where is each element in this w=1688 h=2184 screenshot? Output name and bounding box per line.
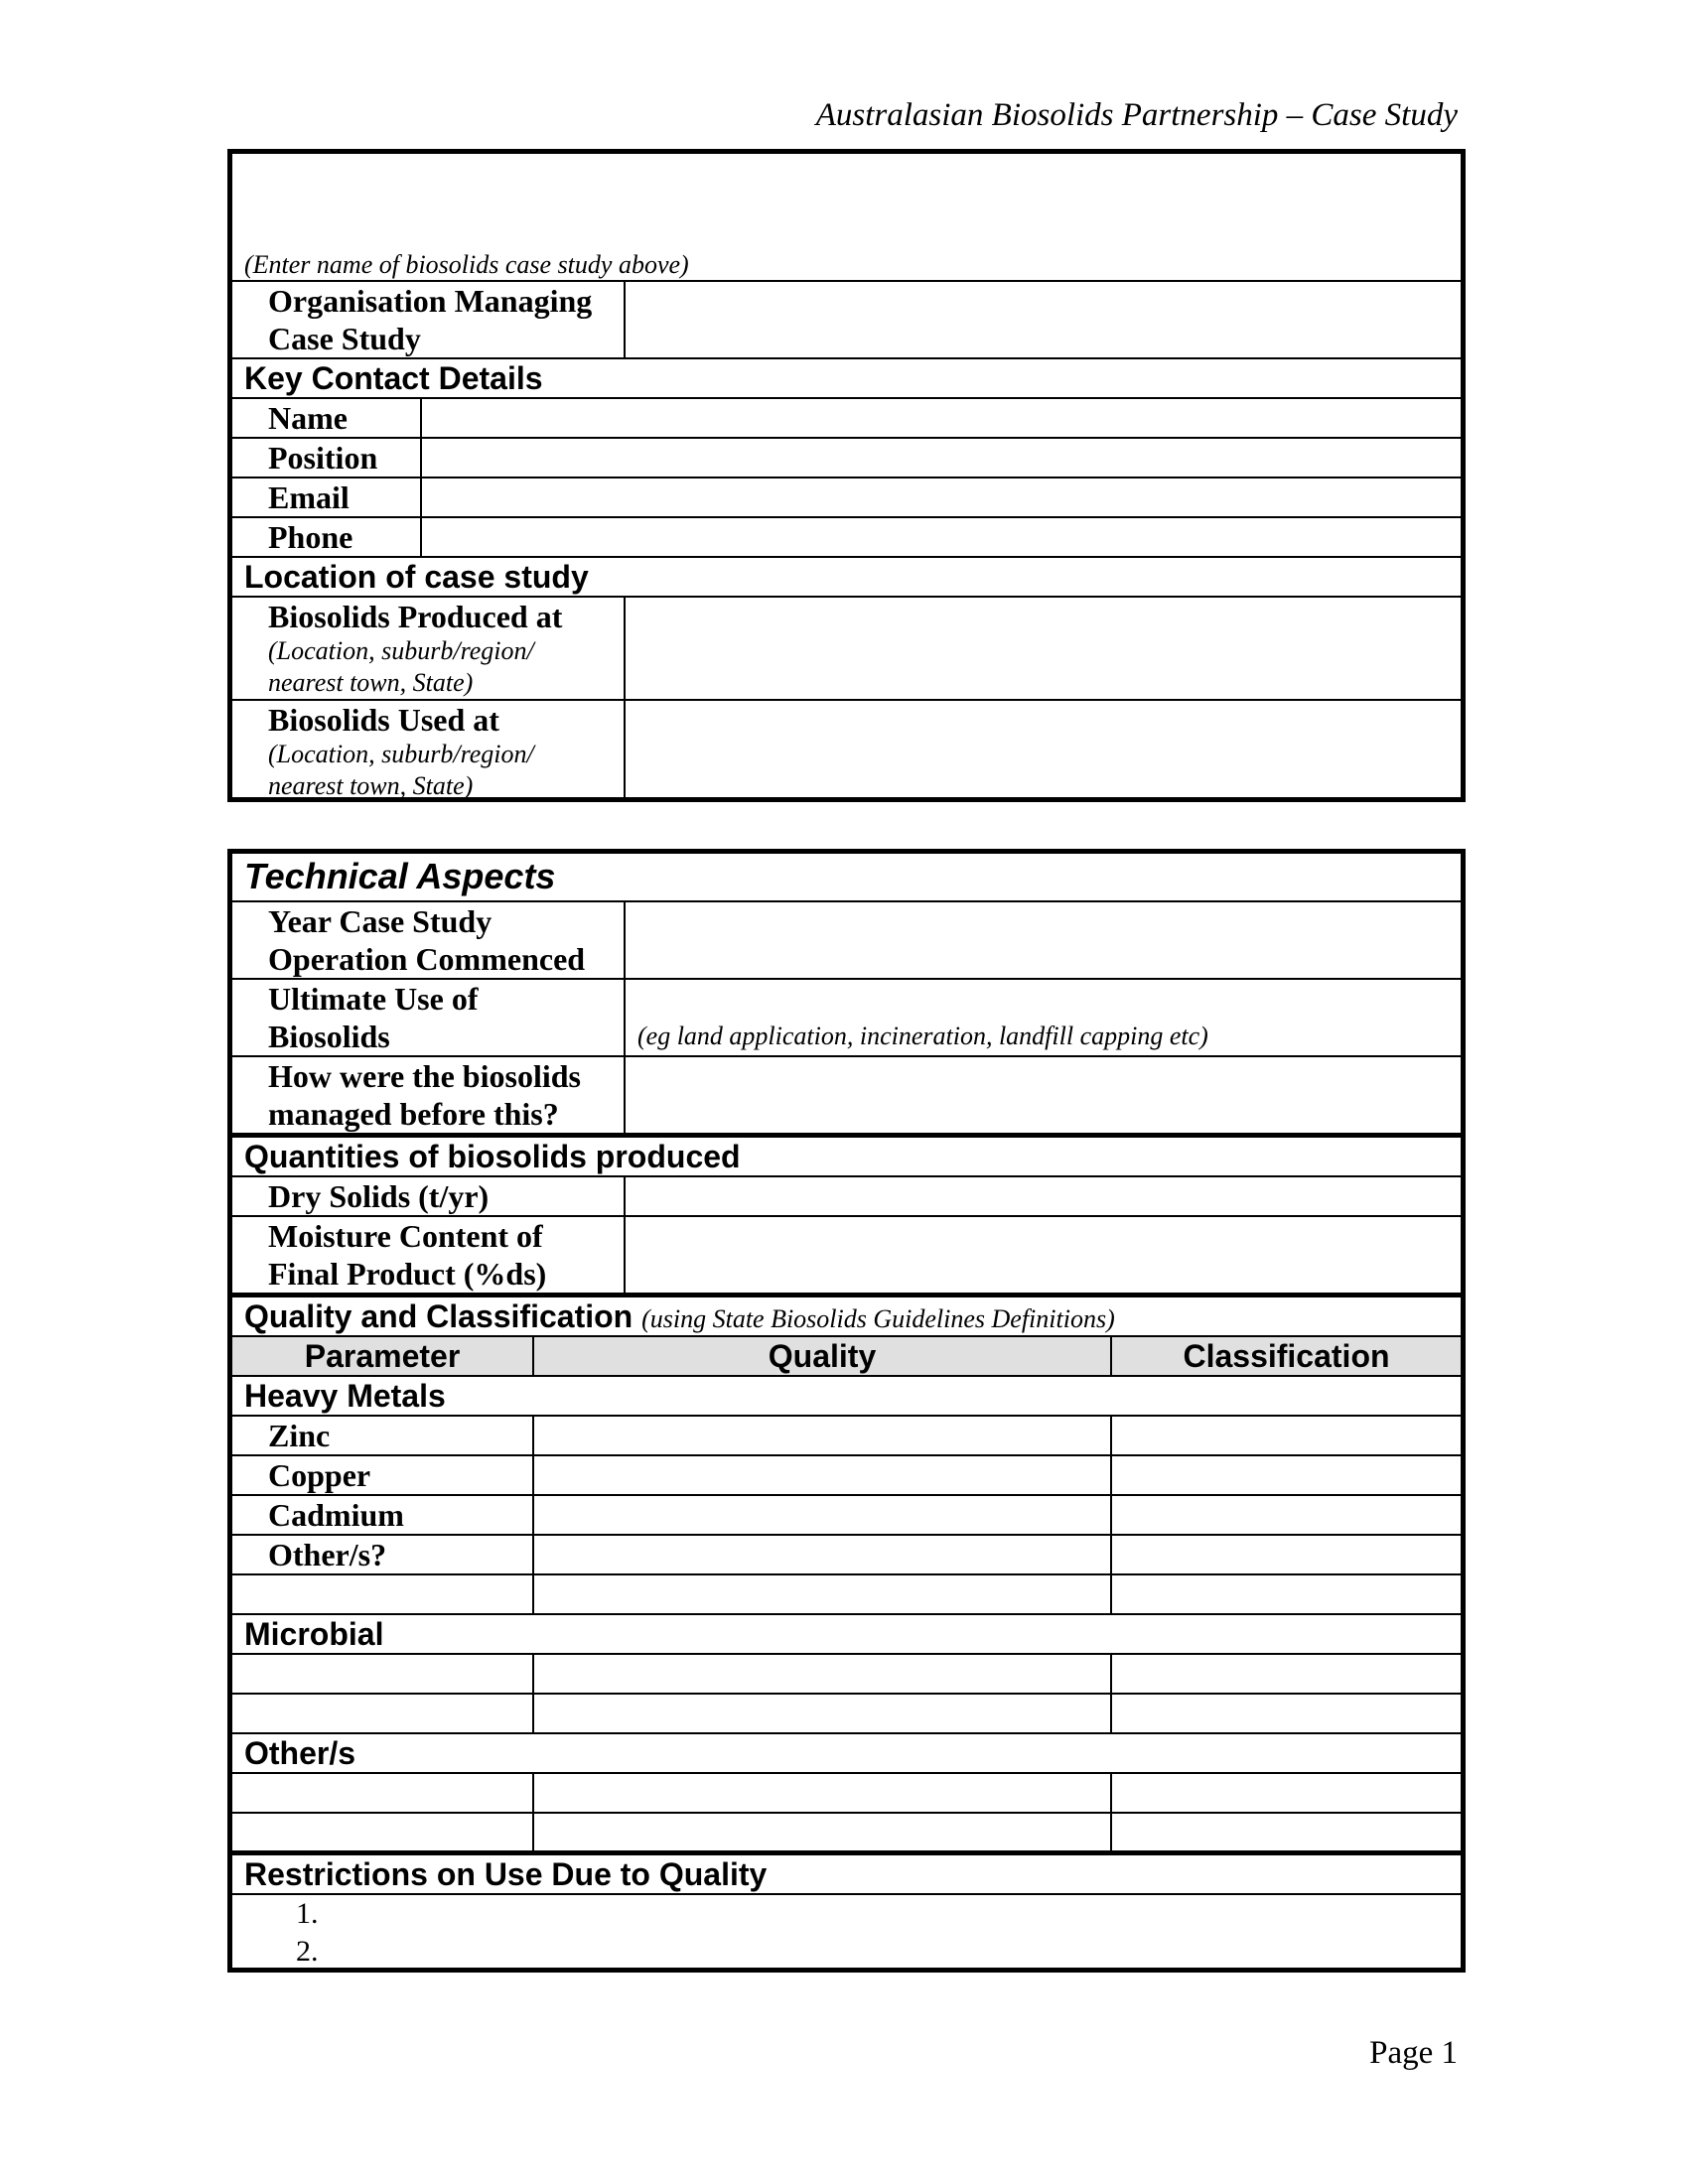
contact-email-field[interactable] [421, 478, 1461, 517]
metal-zinc-label: Zinc [232, 1416, 533, 1455]
contact-name-label: Name [232, 398, 421, 438]
technical-aspects-box [227, 849, 1466, 1973]
other-parameter-field[interactable] [232, 1773, 533, 1813]
managed-before-label: How were the biosolids managed before this? [232, 1056, 625, 1136]
produced-at-label: Biosolids Produced at [268, 599, 563, 634]
other-metal-quality-field[interactable] [533, 1535, 1111, 1574]
used-at-sub: (Location, suburb/region/ nearest town, State) [268, 740, 534, 800]
quality-heading-cell [232, 1296, 1461, 1337]
copper-quality-field[interactable] [533, 1455, 1111, 1495]
copper-classification-field[interactable] [1111, 1455, 1461, 1495]
contact-email-label: Email [232, 478, 421, 517]
restriction-item: 2. [296, 1934, 319, 1968]
technical-aspects-heading: Technical Aspects [232, 854, 1461, 901]
produced-at-label-cell [232, 597, 625, 700]
managed-before-field[interactable] [625, 1056, 1461, 1136]
ultimate-use-label: Ultimate Use of Biosolids [232, 979, 625, 1056]
produced-at-field[interactable] [625, 597, 1461, 700]
col-classification-header: Classification [1111, 1336, 1461, 1376]
zinc-quality-field[interactable] [533, 1416, 1111, 1455]
page-number: Page 1 [1369, 2035, 1458, 2071]
org-label: Organisation Managing Case Study [232, 281, 625, 358]
microbial-quality-field[interactable] [533, 1654, 1111, 1694]
year-field[interactable] [625, 901, 1461, 979]
other-parameter-field[interactable] [232, 1813, 533, 1852]
heavy-metals-heading: Heavy Metals [232, 1376, 1461, 1416]
metal-cadmium-label: Cadmium [232, 1495, 533, 1535]
other-quality-field[interactable] [533, 1773, 1111, 1813]
other-quality-field[interactable] [533, 1813, 1111, 1852]
microbial-classification-field[interactable] [1111, 1654, 1461, 1694]
quality-subheading: (using State Biosolids Guidelines Definitions) [641, 1304, 1115, 1333]
name-hint: (Enter name of biosolids case study above) [244, 250, 689, 279]
col-quality-header: Quality [533, 1336, 1111, 1376]
case-study-name-field[interactable] [232, 154, 1461, 281]
used-at-label: Biosolids Used at [268, 702, 499, 738]
zinc-classification-field[interactable] [1111, 1416, 1461, 1455]
other-metal-classification-field[interactable] [1111, 1535, 1461, 1574]
case-study-details-box [227, 149, 1466, 802]
document-header: Australasian Biosolids Partnership – Case Study [815, 97, 1458, 133]
cadmium-quality-field[interactable] [533, 1495, 1111, 1535]
microbial-heading: Microbial [232, 1614, 1461, 1654]
quantities-heading: Quantities of biosolids produced [232, 1136, 1461, 1177]
other-classification-field[interactable] [1111, 1773, 1461, 1813]
metal-copper-label: Copper [232, 1455, 533, 1495]
ultimate-use-field[interactable] [625, 979, 1461, 1056]
dry-solids-field[interactable] [625, 1176, 1461, 1216]
others-heading: Other/s [232, 1733, 1461, 1773]
produced-at-sub: (Location, suburb/region/ nearest town, State) [268, 636, 534, 697]
org-field[interactable] [625, 281, 1461, 358]
quality-heading: Quality and Classification [244, 1298, 633, 1334]
metal-extra-classification-field[interactable] [1111, 1574, 1461, 1614]
restrictions-heading: Restrictions on Use Due to Quality [232, 1852, 1461, 1894]
microbial-parameter-field[interactable] [232, 1694, 533, 1733]
metal-extra-quality-field[interactable] [533, 1574, 1111, 1614]
metal-extra-parameter-field[interactable] [232, 1574, 533, 1614]
key-contact-heading: Key Contact Details [232, 358, 1461, 398]
other-classification-field[interactable] [1111, 1813, 1461, 1852]
microbial-parameter-field[interactable] [232, 1654, 533, 1694]
used-at-field[interactable] [625, 700, 1461, 802]
moisture-label: Moisture Content of Final Product (%ds) [232, 1216, 625, 1296]
year-label: Year Case Study Operation Commenced [232, 901, 625, 979]
restriction-item: 1. [296, 1896, 319, 1930]
restrictions-field[interactable] [232, 1894, 1461, 1975]
location-heading: Location of case study [232, 557, 1461, 597]
contact-position-field[interactable] [421, 438, 1461, 478]
contact-position-label: Position [232, 438, 421, 478]
contact-phone-field[interactable] [421, 517, 1461, 557]
dry-solids-label: Dry Solids (t/yr) [232, 1176, 625, 1216]
moisture-field[interactable] [625, 1216, 1461, 1296]
col-parameter-header: Parameter [232, 1336, 533, 1376]
metal-other-label: Other/s? [232, 1535, 533, 1574]
microbial-quality-field[interactable] [533, 1694, 1111, 1733]
ultimate-use-hint: (eg land application, incineration, landfill capping etc) [637, 1022, 1208, 1050]
used-at-label-cell [232, 700, 625, 802]
contact-name-field[interactable] [421, 398, 1461, 438]
contact-phone-label: Phone [232, 517, 421, 557]
cadmium-classification-field[interactable] [1111, 1495, 1461, 1535]
microbial-classification-field[interactable] [1111, 1694, 1461, 1733]
